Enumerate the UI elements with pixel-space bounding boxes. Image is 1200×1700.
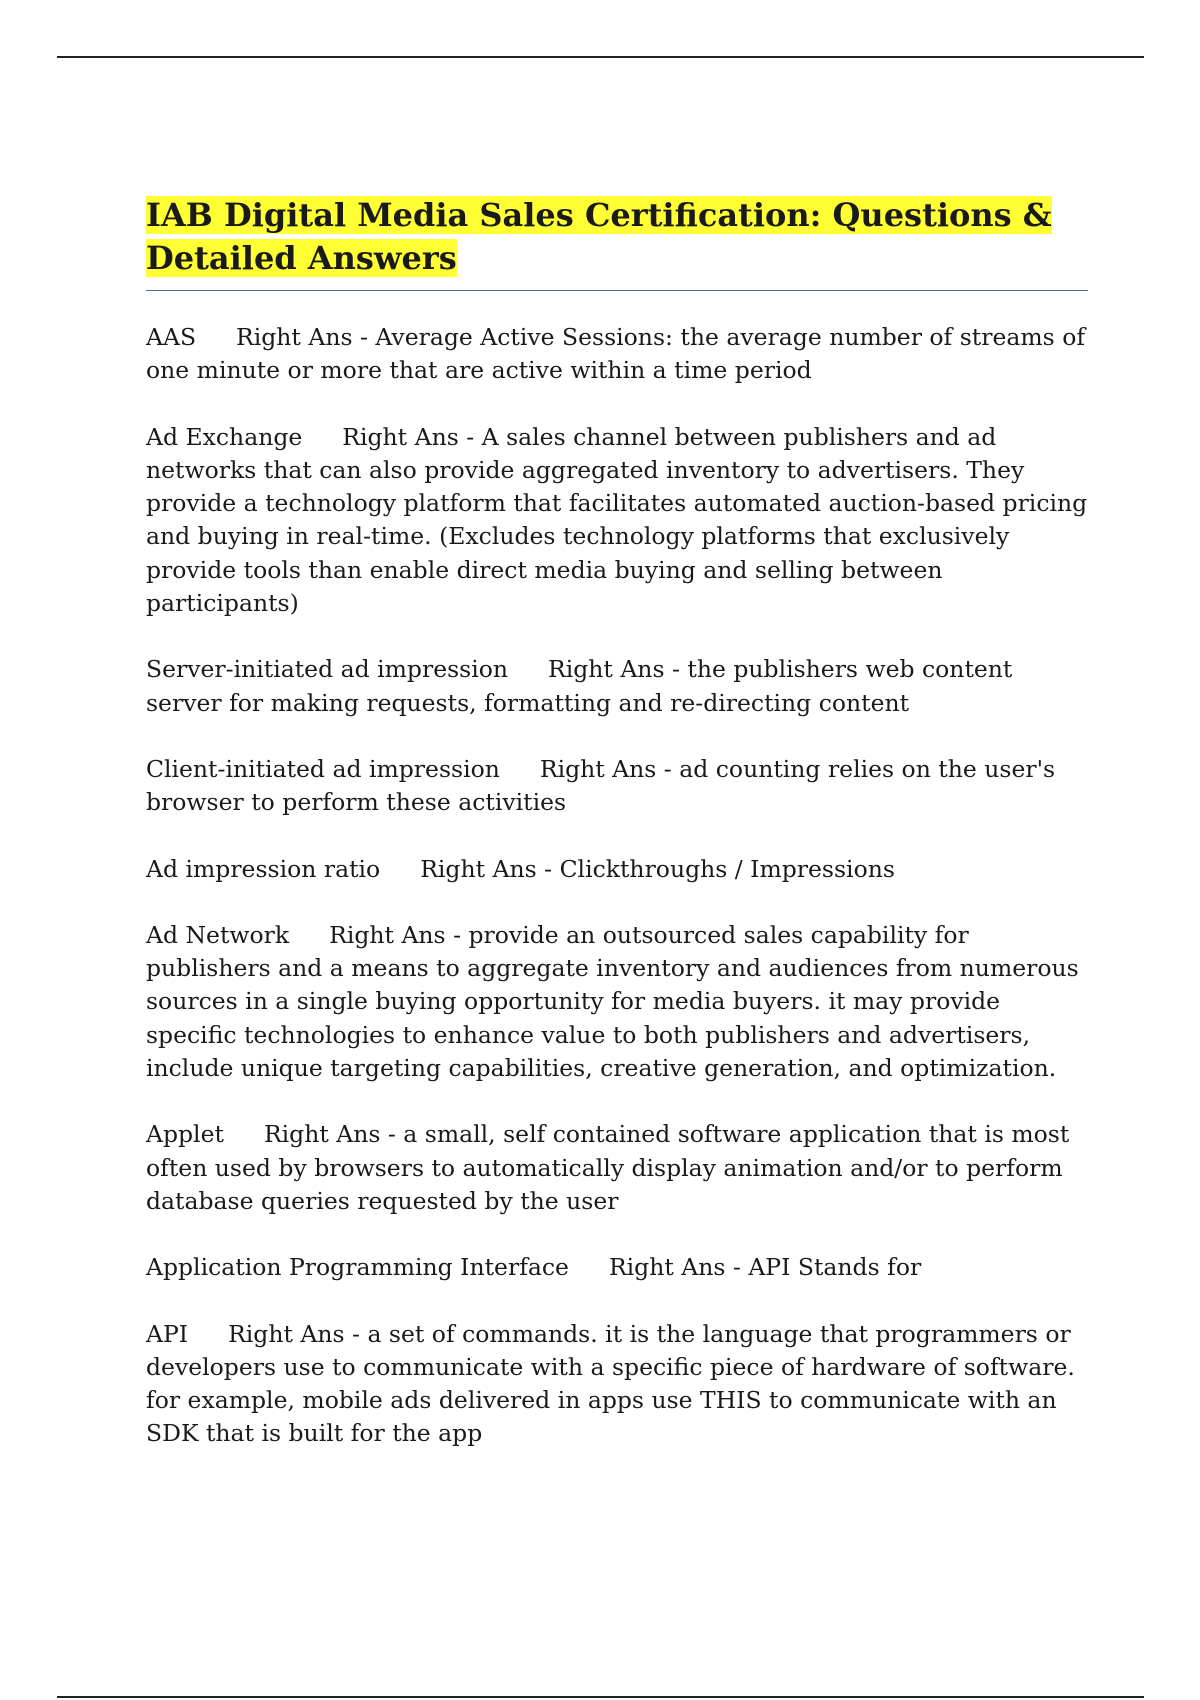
entry-term: Ad Network	[146, 920, 290, 949]
qa-entry-application-programming-interface	[146, 1251, 1088, 1284]
title-underline-rule	[146, 290, 1088, 291]
entry-term: AAS	[146, 323, 197, 351]
entry-term: Client-initiated ad impression	[146, 754, 500, 783]
page-bottom-rule	[57, 1696, 1144, 1698]
entry-answer: a set of commands. it is the language that programmers or developers use to communicate with a specific piece of hardware of software. for example, mobile ads delivered in apps use THIS to communicate with an SDK that is built for the app	[146, 1319, 1075, 1448]
entry-answer: API Stands for	[748, 1253, 922, 1282]
qa-entry-client-initiated	[146, 753, 1088, 820]
answer-prefix: Right Ans -	[420, 854, 560, 883]
answer-prefix: Right Ans -	[548, 655, 688, 684]
answer-prefix: Right Ans -	[539, 754, 680, 783]
document-body	[146, 194, 1088, 1484]
qa-entry-server-initiated	[146, 653, 1088, 720]
qa-entry-aas	[146, 321, 1088, 388]
entry-answer: Average Active Sessions: the average number of streams of one minute or more that are active within a time period	[146, 323, 1086, 385]
document-title	[146, 194, 1088, 280]
qa-entry-ad-impression-ratio	[146, 853, 1088, 886]
entry-answer: ad counting relies on the user's browser to perform these activities	[146, 754, 1056, 817]
entry-answer: Clickthroughs / Impressions	[559, 854, 895, 883]
answer-prefix: Right Ans -	[236, 323, 376, 351]
answer-prefix: Right Ans -	[342, 422, 482, 451]
entry-term: Ad impression ratio	[146, 854, 381, 883]
answer-prefix: Right Ans -	[263, 1120, 404, 1149]
entry-answer: the publishers web content server for making requests, formatting and re-directing content	[146, 655, 1013, 717]
qa-entry-ad-exchange	[146, 421, 1088, 621]
entry-term: API	[146, 1319, 189, 1348]
entry-term: Application Programming Interface	[146, 1253, 569, 1282]
answer-prefix: Right Ans -	[608, 1253, 749, 1282]
entry-answer: provide an outsourced sales capability for publishers and a means to aggregate inventory and audiences from numerous sources in a single buying opportunity for media buyers. it may provide specific technologies to enhance value to both publishers and advertisers, include unique targeting capabilities, creative generation, and optimization.	[146, 920, 1079, 1083]
qa-entry-api	[146, 1318, 1088, 1451]
entry-term: Server-initiated ad impression	[146, 655, 509, 684]
document-title-text: IAB Digital Media Sales Certification: Questions & Detailed Answers	[146, 196, 1052, 277]
entry-answer: a small, self contained software application that is most often used by browsers to automatically display animation and/or to perform database queries requested by the user	[146, 1120, 1070, 1215]
qa-list	[146, 321, 1088, 1451]
answer-prefix: Right Ans -	[329, 920, 469, 949]
qa-entry-applet	[146, 1118, 1088, 1218]
entry-term: Ad Exchange	[146, 422, 303, 451]
entry-term: Applet	[146, 1120, 224, 1149]
entry-answer: A sales channel between publishers and ad networks that can also provide aggregated inventory to advertisers. They provide a technology platform that facilitates automated auction-based pricing and buying in real-time. (Excludes technology platforms that exclusively provide tools than enable direct media buying and selling between participants)	[146, 422, 1088, 618]
answer-prefix: Right Ans -	[228, 1319, 368, 1348]
qa-entry-ad-network	[146, 919, 1088, 1085]
page-top-rule	[57, 56, 1144, 58]
